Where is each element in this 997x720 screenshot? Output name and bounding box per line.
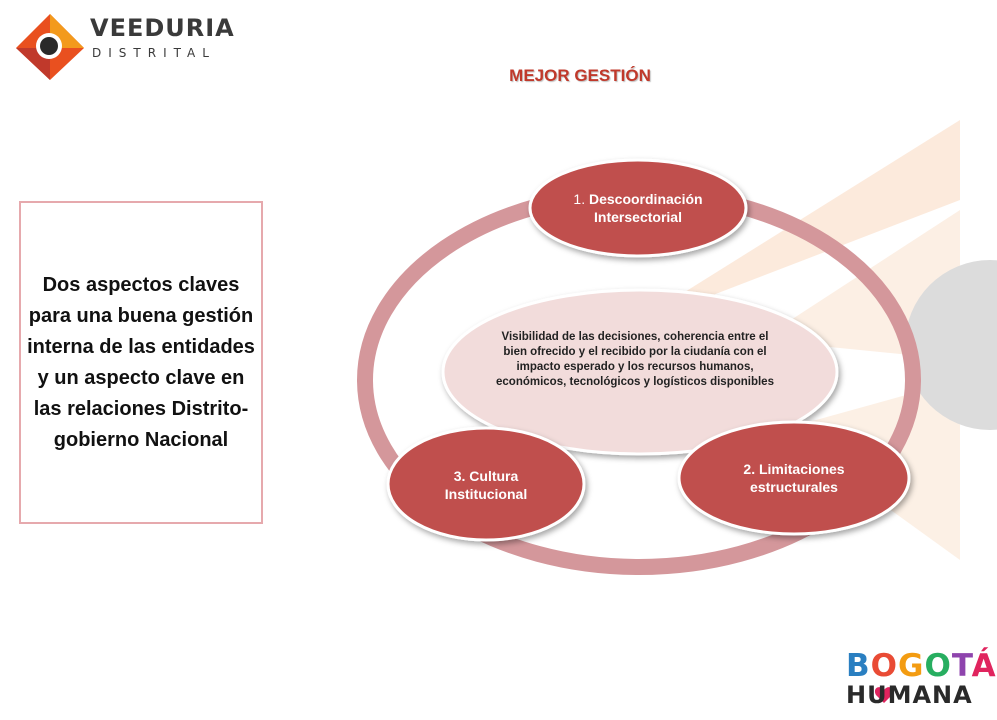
veeduria-logo-icon [16, 14, 84, 80]
humana-logo: HUMANA [846, 681, 973, 709]
node-2 [704, 455, 884, 501]
center-text: Visibilidad de las decisiones, coherencia entre el bien ofrecido y el recibido por la ciudanía con el impacto esperado y los recursos humanos, económicos, tecnológicos y logísticos disponibles [496, 331, 774, 388]
bogota-letter: O [870, 648, 898, 684]
bogota-letter: Á [971, 648, 997, 684]
node-1-number: 1. [573, 191, 586, 207]
node-3-label: Cultura Institucional [444, 468, 528, 502]
bogota-letter: B [846, 648, 871, 684]
page-title: MEJOR GESTIÓN [509, 66, 651, 85]
logo-subtitle: DISTRITAL [92, 46, 216, 60]
node-1 [548, 186, 728, 230]
node-1-label: Descoordinación Intersectorial [588, 191, 703, 225]
side-text: Dos aspectos claves para una buena gestión interna de las entidades y un aspecto clave en las relaciones Distrito-gobierno Nacional [27, 273, 255, 451]
node-3-number: 3. [453, 468, 466, 484]
logo-title: VEEDURIA [90, 14, 235, 42]
node-2-number: 2. [743, 461, 756, 477]
bogota-letter: T [951, 648, 972, 684]
node-2-label: Limitaciones estructurales [750, 461, 845, 495]
bogota-letter: O [924, 648, 952, 684]
bogota-letter: G [898, 648, 925, 684]
node-3 [416, 462, 556, 508]
side-text-box [19, 201, 263, 524]
bogota-logo [846, 650, 997, 682]
